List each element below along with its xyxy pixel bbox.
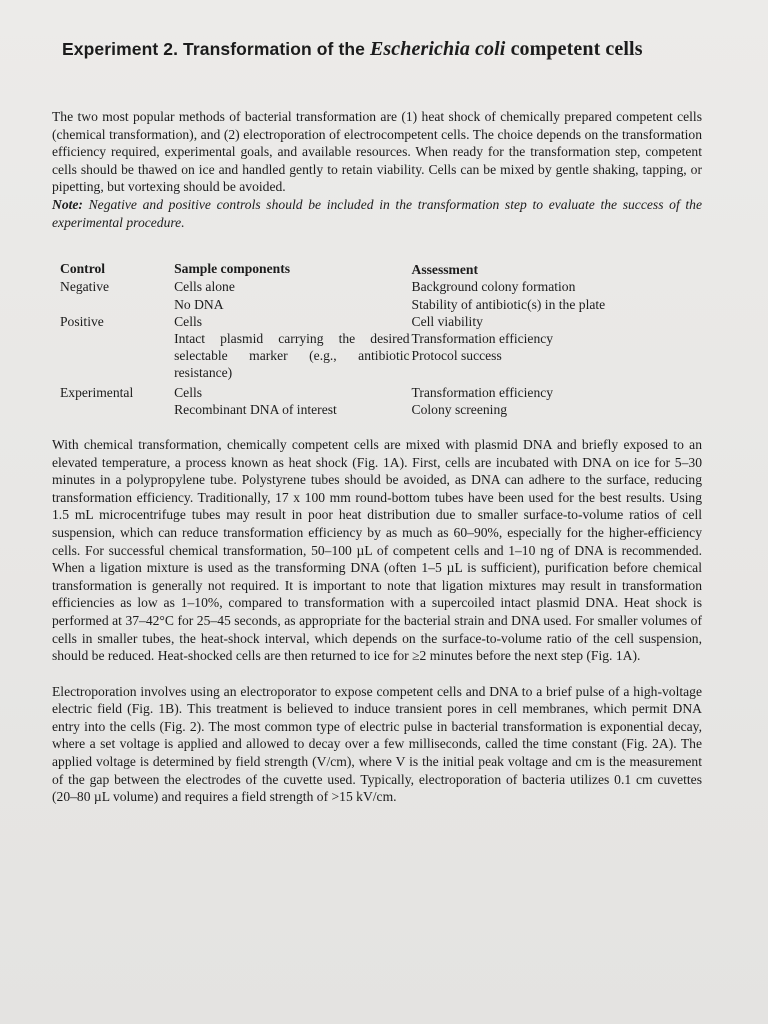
assessment-item: Background colony formation: [411, 279, 576, 295]
component-item: Recombinant DNA of interest: [174, 401, 337, 417]
assessment-item: Colony screening: [411, 401, 508, 417]
header-assessment: Assessment: [411, 262, 478, 278]
header-control: Control: [60, 260, 106, 276]
intro-paragraph: The two most popular methods of bacterial transformation are (1) heat shock of chemically prepared competent cells (chemical transformation), and (2) electroporation of electrocompetent cells. The choice depends on the transformation efficiency required, experimental goals, and available resources. When ready for the transformation step, competent cells should be thawed on ice and handled gently to retain viability. Cells can be mixed by gentle shaking, tapping, or pipetting, but vortexing should be avoided.: [52, 109, 702, 195]
title-organism: Escherichia coli: [369, 38, 506, 60]
assessment: [410, 278, 702, 312]
page-title: [62, 38, 702, 61]
title-prefix: Experiment 2. Transformation of the: [62, 39, 370, 59]
note-text: Negative and positive controls should be included in the transformation step to evaluate the success of the experimental procedure.: [52, 196, 702, 230]
header-sample-components: Sample components: [174, 260, 291, 276]
control-name: Negative: [60, 279, 110, 295]
assessment: [410, 313, 702, 382]
note-label: Note:: [52, 196, 83, 212]
assessment: [410, 382, 702, 418]
component-item: Intact plasmid carrying the desired selectable marker (e.g., antibiotic resistance): [174, 330, 410, 381]
controls-table: [60, 258, 702, 418]
assessment-item: Protocol success: [411, 348, 502, 364]
assessment-item: Transformation efficiency: [411, 384, 554, 400]
control-name: Experimental: [60, 384, 134, 400]
sample-components: [174, 313, 409, 382]
assessment-item: Stability of antibiotic(s) in the plate: [411, 296, 606, 312]
table-header-row: [60, 258, 702, 278]
chemical-transformation-paragraph: With chemical transformation, chemically competent cells are mixed with plasmid DNA and briefly exposed to an elevated temperature, a process known as heat shock (Fig. 1A). First, cells are incubated with DNA on ice for 5–30 minutes in a polypropylene tube. Polystyrene tubes should be avoided, as DNA can adhere to the surface, reducing transformation efficiency. Traditionally, 17 x 100 mm round-bottom tubes have been used for the best results. Using 1.5 mL microcentrifuge tubes may result in poor heat distribution due to smaller surface-to-volume ratios of cell suspension, which can reduce transformation efficiency by as much as 60–90%, especially for the higher-efficiency cells. For successful chemical transformation, 50–100 µL of competent cells and 1–10 ng of DNA is recommended. When a ligation mixture is used as the transforming DNA (often 1–5 µL is sufficient), purification before chemical transformation is generally not required. It is important to note that ligation mixtures may result in transformation efficiencies as low as 1–10%, compared to transformation with a supercoiled intact plasmid DNA. Heat shock is performed at 37–42°C for 25–45 seconds, as appropriate for the bacterial strain and DNA used. For smaller volumes of cells in smaller tubes, the heat-shock interval, which depends on the surface-to-volume ratio of the cell suspension, should be reduced. Heat-shocked cells are then returned to ice for ≥2 minutes before the next step (Fig. 1A).: [52, 436, 702, 664]
table-row: [60, 313, 702, 382]
title-suffix: competent cells: [505, 38, 643, 60]
table-row: [60, 278, 702, 312]
electroporation-paragraph: Electroporation involves using an electroporator to expose competent cells and DNA to a brief pulse of a high-voltage electric field (Fig. 1B). This treatment is believed to induce transient pores in cell membranes, which permit DNA entry into the cells (Fig. 2). The most common type of electric pulse in bacterial transformation is exponential decay, where a set voltage is applied and allowed to decay over a few milliseconds, called the time constant (Fig. 2A). The applied voltage is determined by field strength (V/cm), where V is the initial peak voltage and cm is the measurement of the gap between the electrodes of the cuvette used. Typically, electroporation of bacteria utilizes 0.1 cm cuvettes (20–80 µL volume) and requires a field strength of >15 kV/cm.: [52, 683, 702, 805]
assessment-item: Cell viability: [411, 313, 483, 329]
control-name: Positive: [60, 313, 104, 329]
component-item: Cells: [174, 313, 203, 329]
sample-components: [174, 278, 409, 312]
table-row: [60, 382, 702, 418]
component-item: Cells alone: [174, 279, 235, 295]
sample-components: [174, 382, 409, 418]
component-item: Cells: [174, 384, 203, 400]
note-paragraph: [52, 196, 702, 231]
assessment-item: Transformation efficiency: [411, 330, 554, 346]
component-item: No DNA: [174, 296, 224, 312]
